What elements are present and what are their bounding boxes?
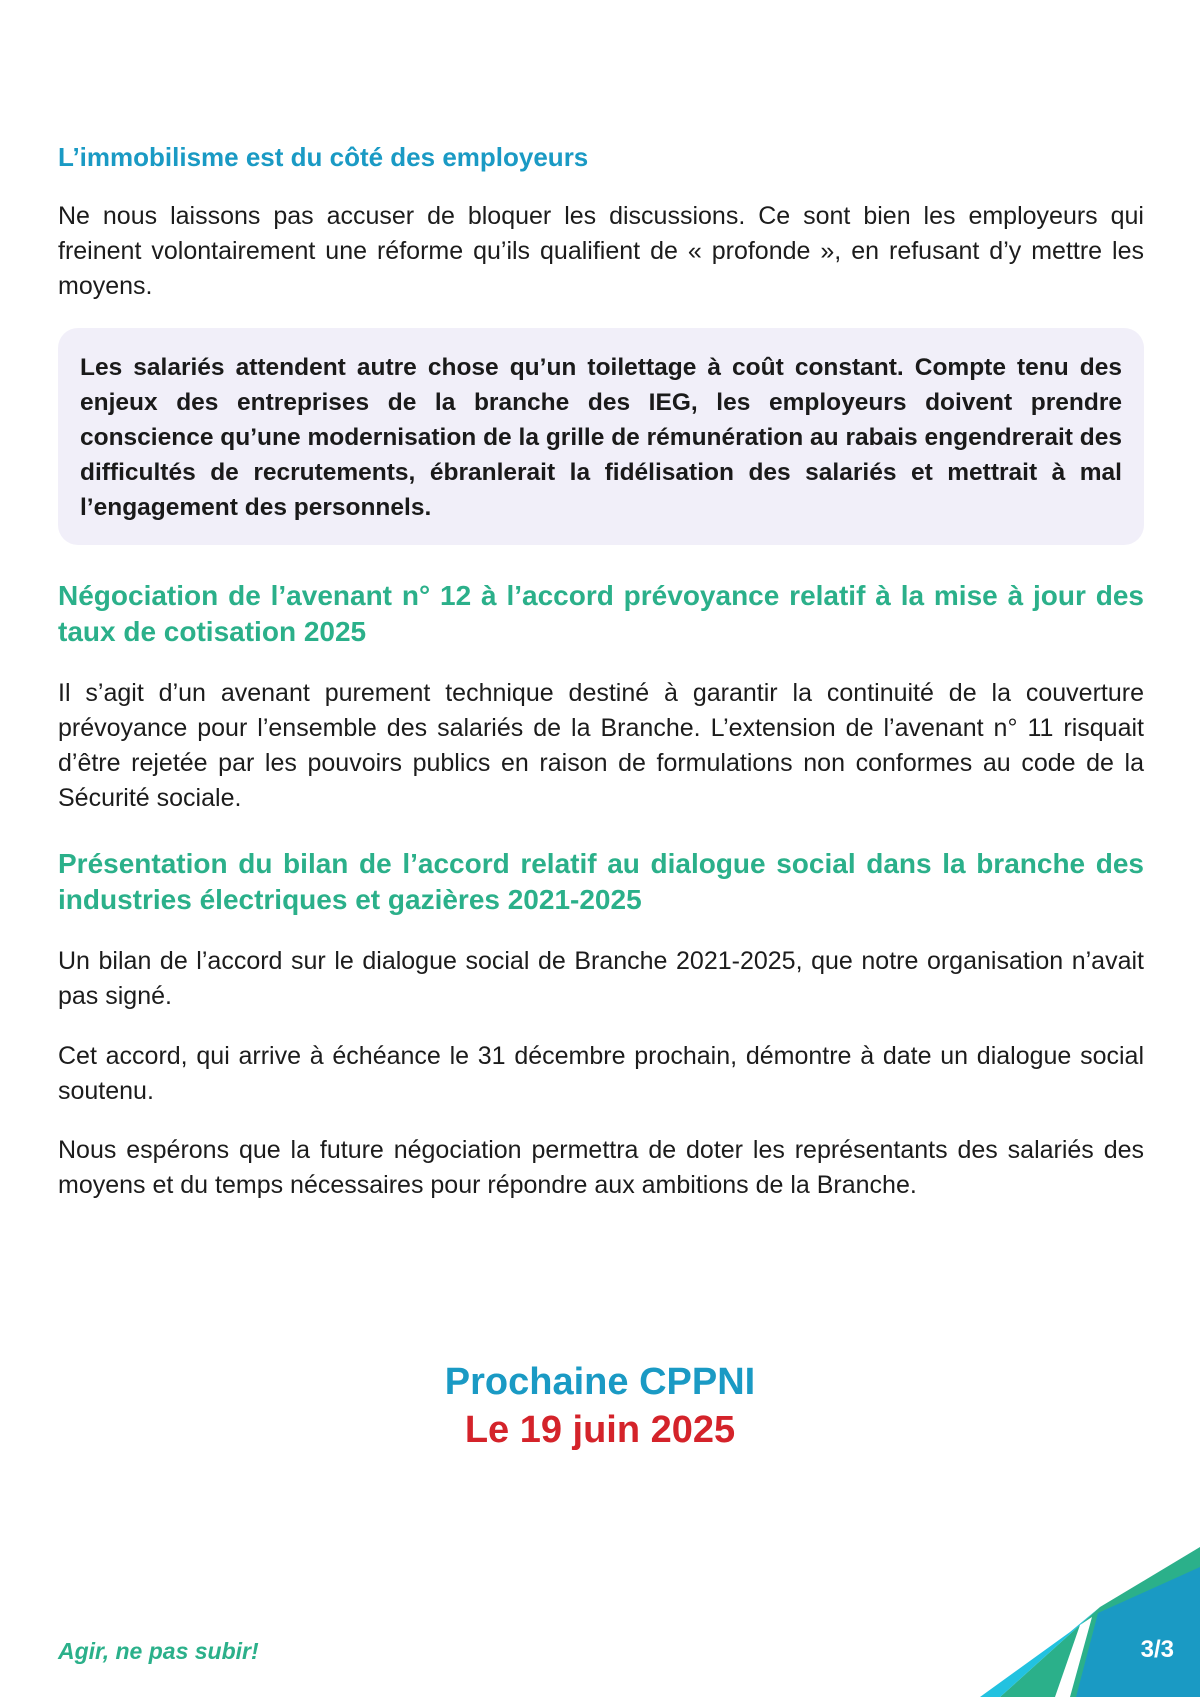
highlight-callout	[58, 328, 1144, 545]
section-title-bilan: Présentation du bilan de l’accord relatif au dialogue social dans la branche des industries électriques et gazières 2021-2025	[58, 848, 1144, 915]
page-number: 3/3	[1140, 1636, 1174, 1663]
next-meeting	[0, 1358, 1200, 1454]
callout-text: Les salariés attendent autre chose qu’un toilettage à coût constant. Compte tenu des enjeux des entreprises de la branche des IEG, les employeurs doivent prendre conscience qu’une modernisation de la grille de rémunération au rabais engendrerait des difficultés de recrutements, ébranlerait la fidélisation des salariés et mettrait à mal l’engagement des personnels.	[80, 354, 1122, 521]
footer-slogan: Agir, ne pas subir!	[58, 1638, 259, 1664]
section-paragraph: Cet accord, qui arrive à échéance le 31 décembre prochain, démontre à date un dialogue social soutenu.	[58, 1042, 1144, 1105]
section-title-avenant: Négociation de l’avenant n° 12 à l’accord prévoyance relatif à la mise à jour des taux de cotisation 2025	[58, 580, 1144, 647]
next-meeting-title: Prochaine CPPNI	[444, 1361, 756, 1403]
section-title-immobilisme: L’immobilisme est du côté des employeurs	[58, 142, 589, 172]
section-paragraph: Ne nous laissons pas accuser de bloquer les discussions. Ce sont bien les employeurs qui freinent volontairement une réforme qu’ils qualifient de « profonde », en refusant d’y mettre les moyens.	[58, 202, 1144, 300]
corner-decoration	[980, 1547, 1200, 1697]
section-paragraph: Nous espérons que la future négociation permettra de doter les représentants des salariés des moyens et du temps nécessaires pour répondre aux ambitions de la Branche.	[58, 1136, 1144, 1199]
section-paragraph: Il s’agit d’un avenant purement technique destiné à garantir la continuité de la couverture prévoyance pour l’ensemble des salariés de la Branche. L’extension de l’avenant n° 11 risquait d’être rejetée par les pouvoirs publics en raison de formulations non conformes au code de la Sécurité sociale.	[58, 679, 1144, 812]
next-meeting-date: Le 19 juin 2025	[464, 1409, 736, 1451]
section-paragraph: Un bilan de l’accord sur le dialogue social de Branche 2021-2025, que notre organisation n’avait pas signé.	[58, 947, 1144, 1010]
